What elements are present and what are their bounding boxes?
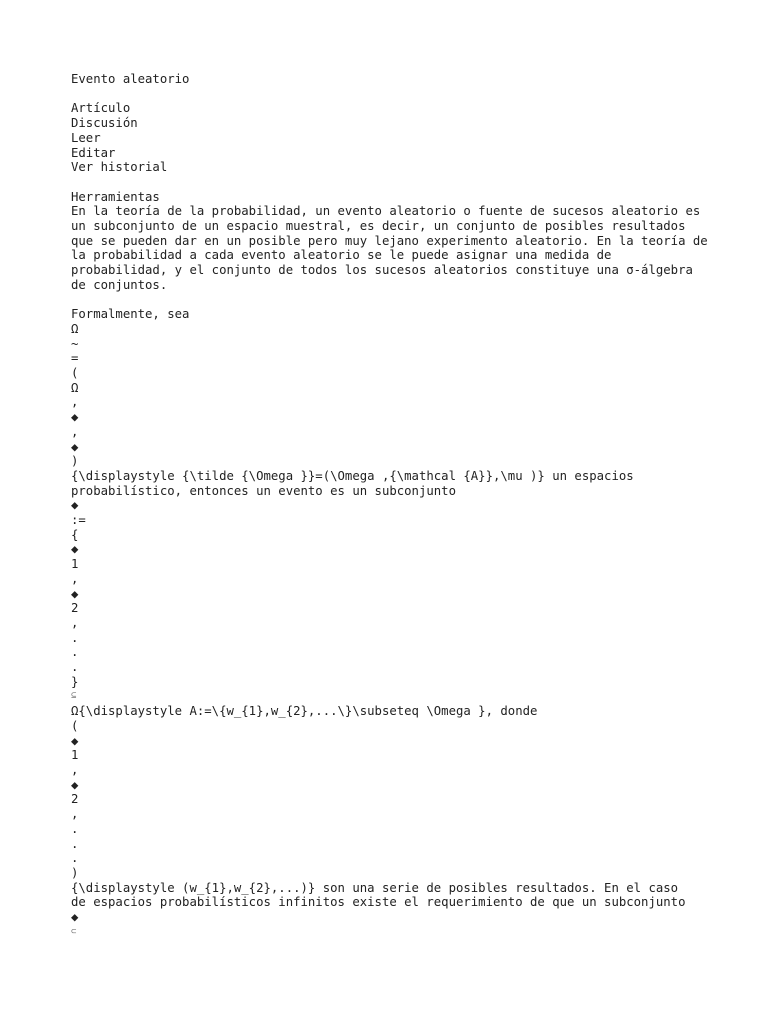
math-token: , <box>71 571 79 586</box>
math-token: ( <box>71 718 79 733</box>
spacer <box>71 175 711 190</box>
math-token: 1 <box>71 748 79 763</box>
spacer <box>71 293 711 308</box>
tools-menu[interactable]: Herramientas <box>71 189 160 204</box>
math-token: ◆ <box>71 498 79 513</box>
math-token: ◆ <box>71 586 79 601</box>
math-token: ( <box>71 366 79 381</box>
math-token: ◆ <box>71 542 79 557</box>
article-tabs <box>71 101 711 175</box>
math-token: . <box>71 645 79 660</box>
math-subset-fragment <box>71 910 711 939</box>
article-body <box>71 72 711 939</box>
math-token: . <box>71 851 79 866</box>
tab-edit[interactable]: Editar <box>71 145 116 160</box>
math-token: , <box>71 615 79 630</box>
tab-discussion[interactable]: Discusión <box>71 116 138 131</box>
math-token: = <box>71 351 79 366</box>
math-tex-fallback: {\displaystyle (w_{1},w_{2},...)} son una serie de posibles resultados. En el caso <box>71 880 679 895</box>
math-token: , <box>71 763 79 777</box>
math-token: . <box>71 630 79 645</box>
math-token: . <box>71 660 79 675</box>
tab-view-history[interactable]: Ver historial <box>71 160 168 175</box>
math-token: { <box>71 527 79 542</box>
math-token: . <box>71 821 79 836</box>
math-tex-fallback: Ω{\displaystyle A:=\{w_{1},w_{2},...\}\subseteq \Omega }, donde <box>71 704 538 719</box>
math-token: ~ <box>71 336 79 351</box>
math-token: Ω <box>71 380 79 395</box>
math-token: ◆ <box>71 777 79 792</box>
body-text: probabilístico, entonces un evento es un subconjunto <box>71 483 456 498</box>
math-omega-tilde <box>71 322 711 469</box>
article-title: Evento aleatorio <box>71 72 190 86</box>
tab-article[interactable]: Artículo <box>71 101 131 116</box>
math-token: := <box>71 513 86 528</box>
math-token: 2 <box>71 792 79 807</box>
math-token: , <box>71 395 79 410</box>
math-token: ◆ <box>71 439 79 454</box>
math-token: 1 <box>71 557 79 572</box>
math-token: . <box>71 836 79 851</box>
spacer <box>71 87 711 102</box>
math-event-set <box>71 498 711 704</box>
body-text: de espacios probabilísticos infinitos existe el requerimiento de que un subconjunto <box>71 895 686 910</box>
formal-lead: Formalmente, sea <box>71 307 190 322</box>
intro-paragraph: En la teoría de la probabilidad, un evento aleatorio o fuente de sucesos aleatorio es un subconjunto de un espacio muestral, es decir, un conjunto de posibles resultados que se pueden dar en un posible pero muy lejano experimento aleatorio. En la teoría de la probabilidad a cada evento aleatorio se le puede asignar una medida de probabilidad, y el conjunto de todos los sucesos aleatorios constituye una σ-álgebra de conjuntos. <box>71 204 708 292</box>
subset-symbol: ⊂ <box>71 926 77 937</box>
math-tex-fallback: {\displaystyle {\tilde {\Omega }}=(\Omega ,{\mathcal {A}},\mu )} un espacios <box>71 468 634 483</box>
math-token: } <box>71 674 79 689</box>
math-token: Ω <box>71 321 79 336</box>
math-token: ) <box>71 865 79 880</box>
math-token: ◆ <box>71 733 79 748</box>
math-token: 2 <box>71 601 79 616</box>
math-token: ) <box>71 454 79 469</box>
math-token: ◆ <box>71 410 79 425</box>
tab-read[interactable]: Leer <box>71 130 101 145</box>
subset-symbol: ⊆ <box>71 691 77 702</box>
math-token: , <box>71 424 79 439</box>
math-token: , <box>71 807 79 822</box>
math-outcome-sequence <box>71 719 711 881</box>
math-token: ◆ <box>71 910 79 925</box>
